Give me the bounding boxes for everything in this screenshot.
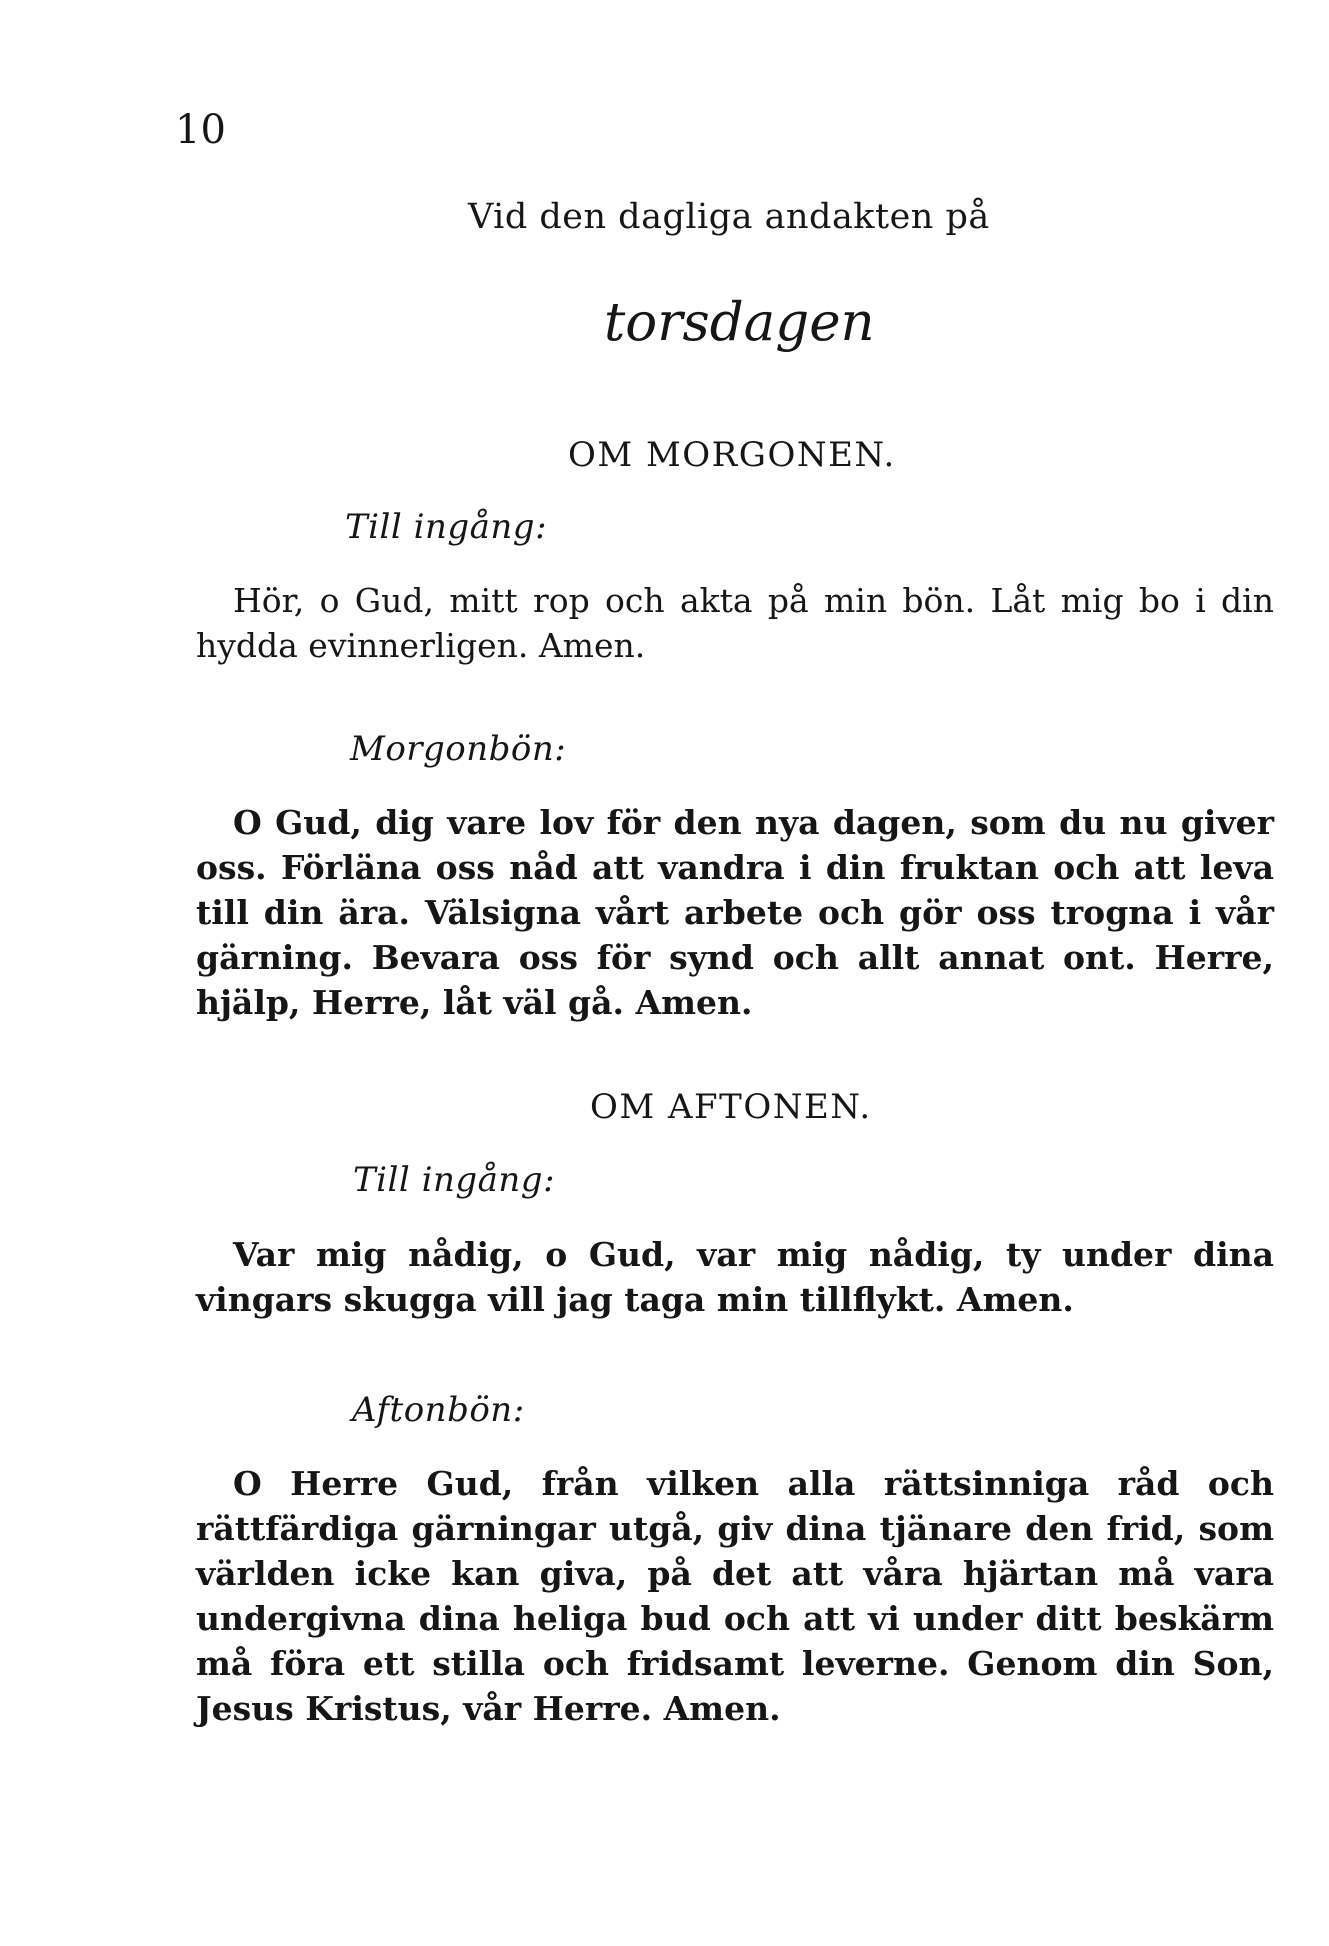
- evening-entrance-text: Var mig nådig, o Gud, var mig nådig, ty under dina vingars skugga vill jag taga min tillflykt. Amen.: [196, 1235, 1274, 1319]
- page-heading-intro: Vid den dagliga andakten på: [468, 197, 990, 237]
- evening-prayer-label: Aftonbön:: [352, 1390, 525, 1430]
- section-title-morning: OM MORGONEN.: [568, 435, 896, 475]
- page-heading-day: torsdagen: [604, 292, 875, 353]
- morning-entrance-label: Till ingång:: [345, 507, 548, 547]
- page-number: 10: [175, 107, 226, 153]
- morning-prayer-label: Morgonbön:: [350, 729, 567, 769]
- evening-prayer-text: O Herre Gud, från vilken alla rättsinniga råd och rättfärdiga gärningar utgå, giv dina tjänare den frid, som världen icke kan giva, på det att våra hjärtan må vara undergivna dina heliga bud och att vi under ditt beskärm må föra ett stilla och fridsamt leverne. Genom din Son, Jesus Kristus, vår Herre. Amen.: [196, 1464, 1274, 1728]
- morning-prayer-text: O Gud, dig vare lov för den nya dagen, som du nu giver oss. Förläna oss nåd att vandra i din fruktan och att leva till din ära. Välsigna vårt arbete och gör oss trogna i vår gärning. Bevara oss för synd och allt annat ont. Herre, hjälp, Herre, låt väl gå. Amen.: [196, 803, 1274, 1022]
- evening-entrance-label: Till ingång:: [353, 1160, 556, 1200]
- section-title-evening: OM AFTONEN.: [590, 1087, 872, 1127]
- morning-entrance-text: Hör, o Gud, mitt rop och akta på min bön. Låt mig bo i din hydda evinnerligen. Amen.: [196, 581, 1274, 665]
